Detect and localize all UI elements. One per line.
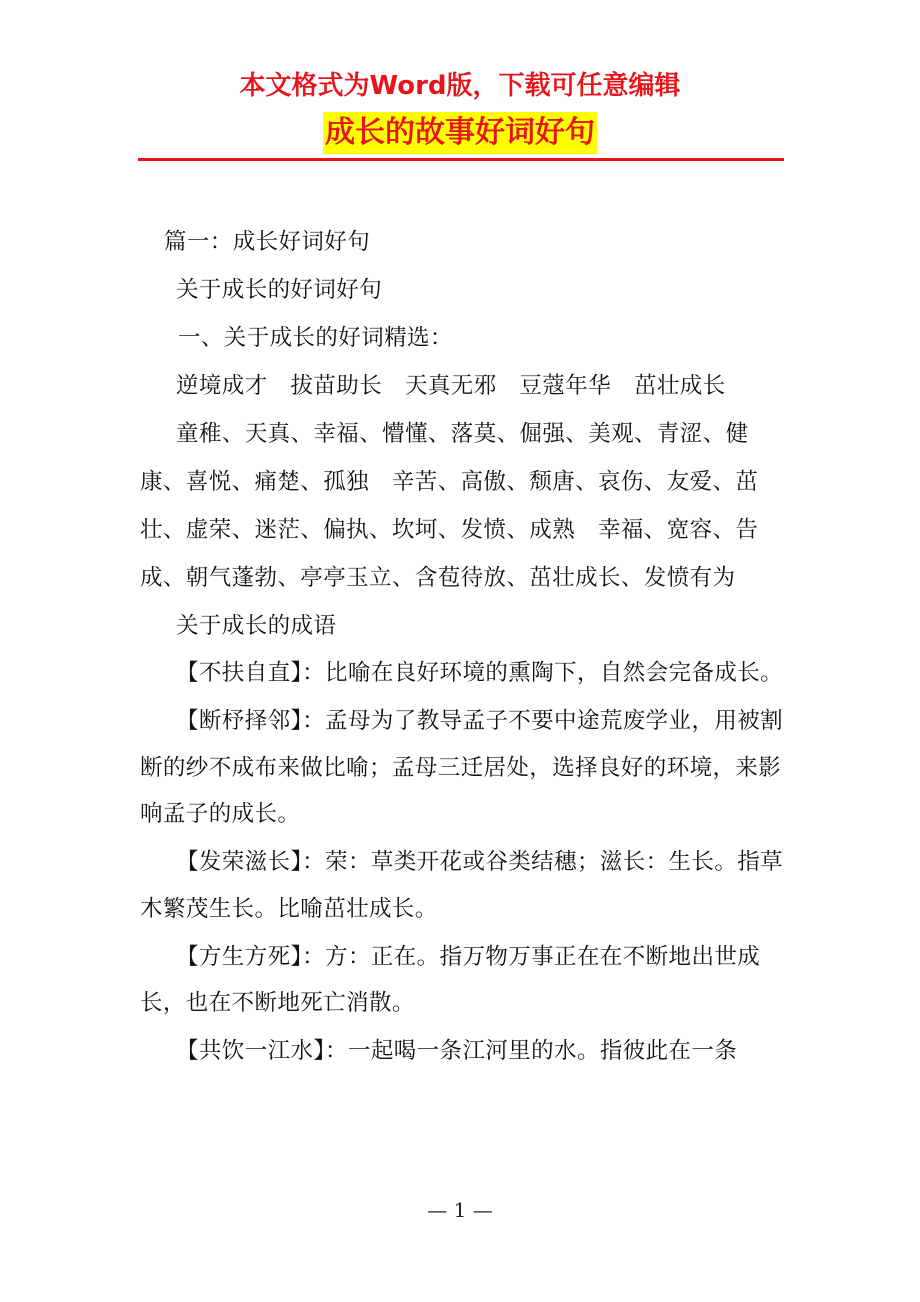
list-heading: 一、关于成长的好词精选： — [178, 325, 453, 351]
subheading: 关于成长的好词好句 — [176, 277, 383, 303]
idioms-line: 逆境成才 拔苗助长 天真无邪 豆蔻年华 茁壮成长 — [176, 373, 726, 399]
dictionary-entry: 【不扶自直】：比喻在良好环境的熏陶下，自然会完备成长。 — [176, 660, 784, 686]
document-body — [140, 218, 788, 1076]
format-notice-banner: 本文格式为Word版，下载可任意编辑 — [239, 71, 681, 101]
document-title: 成长的故事好词好句 — [323, 112, 597, 154]
title-divider — [138, 158, 784, 161]
dictionary-entry: 【方生方死】：方：正在。指万物万事正在在不断地出世成长，也在不断地死亡消散。 — [140, 943, 761, 1016]
dictionary-entry: 【共饮一江水】：一起喝一条江河里的水。指彼此在一条 — [176, 1038, 738, 1064]
dictionary-entry: 【发荣滋长】：荣：草类开花或谷类结穗；滋长：生长。指草木繁茂生长。比喻茁壮成长。 — [140, 849, 784, 922]
words-paragraph: 童稚、天真、幸福、懵懂、落莫、倔强、美观、青涩、健康、喜悦、痛楚、孤独 辛苦、高傲、颓唐、哀伤、友爱、茁壮、虚荣、迷茫、偏执、坎坷、发愤、成熟 幸福、宽容、告成、朝气蓬勃、亭亭玉立、含苞待放、茁壮成长、发愤有为 — [140, 421, 759, 591]
chengyu-heading: 关于成长的成语 — [176, 613, 337, 639]
title-container — [0, 112, 920, 154]
dictionary-entry: 【断杼择邻】：孟母为了教导孟子不要中途荒废学业，用被割断的纱不成布来做比喻；孟母三迁居处，选择良好的环境，来影响孟子的成长。 — [140, 708, 784, 827]
section-heading: 篇一：成长好词好句 — [164, 229, 371, 255]
page-number: — 1 — — [427, 1198, 493, 1222]
